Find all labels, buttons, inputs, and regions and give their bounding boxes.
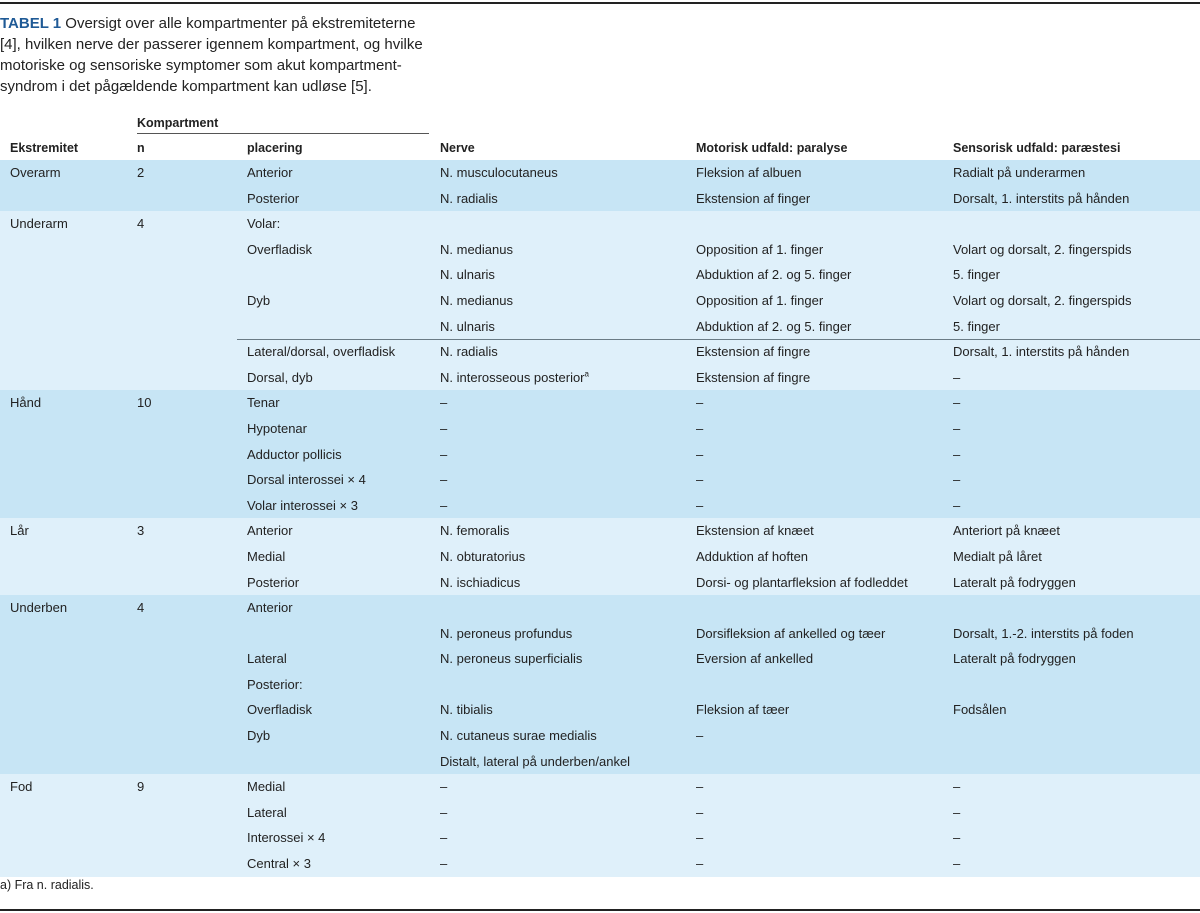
cell-nerve: N. radialis	[440, 344, 498, 360]
cell-motorisk: –	[696, 472, 704, 488]
cell-placering: Anterior	[247, 165, 293, 180]
table-row	[0, 160, 1200, 186]
cell-placering: Adductor pollicis	[247, 446, 342, 462]
header-ekstremitet: Ekstremitet	[10, 141, 79, 155]
cell-ekstremitet: Underarm	[10, 216, 68, 232]
cell-nerve: Distalt, lateral på underben/ankel	[440, 753, 631, 769]
cell-placering: Volar interossei × 3	[247, 497, 358, 513]
cell-placering: Interossei × 4	[247, 830, 326, 846]
cell-motorisk: Opposition af 1. finger	[696, 241, 824, 257]
cell-sensorisk: Dorsalt, 1.-2. interstits på foden	[953, 625, 1134, 641]
table-row	[0, 800, 1200, 826]
cell-nerve: N. musculocutaneus	[440, 165, 558, 180]
header-n: n	[137, 141, 145, 155]
cell-placering: Posterior:	[247, 676, 303, 692]
header-placering: placering	[247, 141, 303, 155]
cell-placering: Dorsal, dyb	[247, 369, 313, 385]
table-row	[0, 467, 1200, 493]
cell-nerve: N. cutaneus surae medialis	[440, 728, 597, 744]
cell-sensorisk: –	[953, 497, 961, 513]
cell-motorisk: –	[696, 728, 704, 744]
table-caption	[0, 13, 470, 97]
table-row	[0, 314, 1200, 340]
cell-nerve: N. radialis	[440, 190, 498, 206]
table-row	[0, 851, 1200, 877]
table-row	[0, 288, 1200, 314]
cell-placering: Overfladisk	[247, 702, 313, 718]
caption-line-3: motoriske og sensoriske symptomer som akut kompartment-	[0, 57, 402, 74]
cell-sensorisk: Radialt på underarmen	[953, 165, 1086, 180]
cell-nerve: N. peroneus profundus	[440, 625, 573, 641]
cell-sensorisk: –	[953, 369, 961, 385]
cell-motorisk: –	[696, 497, 704, 513]
cell-motorisk: –	[696, 804, 704, 820]
cell-nerve: N. interosseous posterior$^a$	[440, 369, 589, 385]
cell-ekstremitet: Overarm	[10, 165, 61, 180]
cell-placering: Posterior	[247, 190, 300, 206]
cell-placering: Lateral/dorsal, overfladisk	[247, 344, 396, 360]
cell-motorisk: Ekstension af fingre	[696, 344, 811, 360]
cell-ekstremitet: Hånd	[10, 395, 42, 411]
cell-sensorisk: Lateralt på fodryggen	[953, 651, 1076, 667]
caption-line-1: Oversigt over alle kompartmenter på ekstremiteterne	[61, 15, 416, 32]
table-row	[0, 595, 1200, 621]
cell-sensorisk: Dorsalt, 1. interstits på hånden	[953, 190, 1130, 206]
cell-nerve: –	[440, 804, 448, 820]
caption-line-4: syndrom i det pågældende kompartment kan udløse [5].	[0, 78, 372, 95]
footnote-marker: a	[584, 369, 589, 379]
table-row	[0, 186, 1200, 212]
table-row	[0, 646, 1200, 672]
cell-motorisk: –	[696, 856, 704, 872]
top-rule	[0, 2, 1200, 4]
cell-placering: Hypotenar	[247, 420, 307, 436]
cell-n: 9	[137, 779, 145, 795]
cell-sensorisk: –	[953, 804, 961, 820]
cell-placering: Dorsal interossei × 4	[247, 472, 366, 488]
table-row	[0, 416, 1200, 442]
cell-nerve: –	[440, 497, 448, 513]
header-nerve: Nerve	[440, 141, 475, 155]
cell-placering: Anterior	[247, 523, 293, 539]
cell-n: 10	[137, 395, 152, 411]
cell-placering: Lateral	[247, 651, 287, 667]
cell-placering: Dyb	[247, 292, 271, 308]
table-row	[0, 339, 1200, 365]
cell-nerve: N. femoralis	[440, 523, 510, 539]
table-footnote: a) Fra n. radialis.	[0, 878, 94, 892]
cell-nerve: –	[440, 779, 448, 795]
compartment-table	[0, 134, 1200, 877]
cell-placering: Tenar	[247, 395, 280, 411]
cell-motorisk: Eversion af ankelled	[696, 651, 814, 667]
cell-motorisk: Dorsi- og plantarfleksion af fodleddet	[696, 574, 908, 590]
cell-sensorisk: Fodsålen	[953, 702, 1007, 718]
cell-nerve: N. ulnaris	[440, 318, 495, 334]
cell-motorisk: –	[696, 420, 704, 436]
cell-n: 3	[137, 523, 145, 539]
cell-nerve: –	[440, 446, 448, 462]
table-row	[0, 825, 1200, 851]
cell-sensorisk: Anteriort på knæet	[953, 523, 1060, 539]
cell-motorisk: Abduktion af 2. og 5. finger	[696, 267, 852, 283]
table-row	[0, 493, 1200, 519]
table-row	[0, 697, 1200, 723]
table-row	[0, 365, 1200, 391]
cell-sensorisk: Volart og dorsalt, 2. fingerspids	[953, 241, 1132, 257]
cell-sensorisk: –	[953, 395, 961, 411]
cell-nerve: N. ulnaris	[440, 267, 495, 283]
cell-sensorisk: Medialt på låret	[953, 548, 1042, 564]
cell-motorisk: –	[696, 395, 704, 411]
cell-ekstremitet: Lår	[10, 523, 29, 539]
cell-placering: Central × 3	[247, 856, 311, 872]
table-row	[0, 723, 1200, 749]
caption-label: TABEL 1	[0, 15, 62, 32]
cell-placering: Volar:	[247, 216, 281, 232]
cell-sensorisk: –	[953, 446, 961, 462]
table-row	[0, 237, 1200, 263]
cell-n: 4	[137, 600, 145, 616]
header-sensorisk: Sensorisk udfald: paræstesi	[953, 141, 1121, 155]
cell-nerve: –	[440, 420, 448, 436]
cell-nerve: –	[440, 830, 448, 846]
cell-sensorisk: Lateralt på fodryggen	[953, 574, 1076, 590]
cell-placering: Posterior	[247, 574, 300, 590]
kompartment-group-header: Kompartment	[137, 116, 219, 130]
table-row	[0, 570, 1200, 596]
cell-sensorisk: –	[953, 856, 961, 872]
cell-placering: Anterior	[247, 600, 293, 616]
table-header-row	[0, 134, 1200, 160]
cell-ekstremitet: Fod	[10, 779, 33, 795]
cell-nerve: N. medianus	[440, 241, 513, 257]
cell-nerve: –	[440, 395, 448, 411]
cell-placering: Medial	[247, 548, 286, 564]
cell-sensorisk: –	[953, 472, 961, 488]
cell-sensorisk: 5. finger	[953, 318, 1000, 334]
cell-motorisk: Abduktion af 2. og 5. finger	[696, 318, 852, 334]
cell-nerve: –	[440, 856, 448, 872]
header-motorisk: Motorisk udfald: paralyse	[696, 141, 848, 155]
table-row	[0, 390, 1200, 416]
table-row	[0, 672, 1200, 698]
cell-motorisk: –	[696, 830, 704, 846]
cell-motorisk: Adduktion af hoften	[696, 548, 809, 564]
cell-nerve: N. medianus	[440, 292, 513, 308]
cell-sensorisk: 5. finger	[953, 267, 1000, 283]
table-row	[0, 442, 1200, 468]
table-body	[0, 160, 1200, 877]
cell-placering: Dyb	[247, 728, 271, 744]
table-row	[0, 544, 1200, 570]
cell-nerve: N. obturatorius	[440, 548, 526, 564]
cell-sensorisk: Volart og dorsalt, 2. fingerspids	[953, 292, 1132, 308]
table-row	[0, 262, 1200, 288]
bottom-rule	[0, 909, 1200, 911]
cell-nerve: N. peroneus superficialis	[440, 651, 583, 667]
cell-sensorisk: –	[953, 420, 961, 436]
table-row	[0, 211, 1200, 237]
cell-motorisk: –	[696, 779, 704, 795]
cell-motorisk: Fleksion af albuen	[696, 165, 802, 180]
table-row	[0, 518, 1200, 544]
cell-sensorisk: –	[953, 779, 961, 795]
cell-nerve: N. tibialis	[440, 702, 493, 718]
cell-ekstremitet: Underben	[10, 600, 68, 616]
cell-motorisk: Ekstension af fingre	[696, 369, 811, 385]
cell-placering: Lateral	[247, 804, 287, 820]
cell-motorisk: Opposition af 1. finger	[696, 292, 824, 308]
caption-line-2: [4], hvilken nerve der passerer igennem kompartment, og hvilke	[0, 36, 423, 53]
cell-n: 4	[137, 216, 145, 232]
cell-motorisk: –	[696, 446, 704, 462]
cell-n: 2	[137, 165, 145, 180]
cell-placering: Medial	[247, 779, 286, 795]
table-row	[0, 621, 1200, 647]
cell-nerve: N. ischiadicus	[440, 574, 521, 590]
cell-motorisk: Dorsifleksion af ankelled og tæer	[696, 625, 886, 641]
cell-sensorisk: Dorsalt, 1. interstits på hånden	[953, 344, 1130, 360]
cell-motorisk: Ekstension af finger	[696, 190, 811, 206]
cell-nerve: –	[440, 472, 448, 488]
cell-sensorisk: –	[953, 830, 961, 846]
table-row	[0, 774, 1200, 800]
table-row	[0, 749, 1200, 775]
cell-motorisk: Ekstension af knæet	[696, 523, 814, 539]
cell-placering: Overfladisk	[247, 241, 313, 257]
cell-motorisk: Fleksion af tæer	[696, 702, 790, 718]
